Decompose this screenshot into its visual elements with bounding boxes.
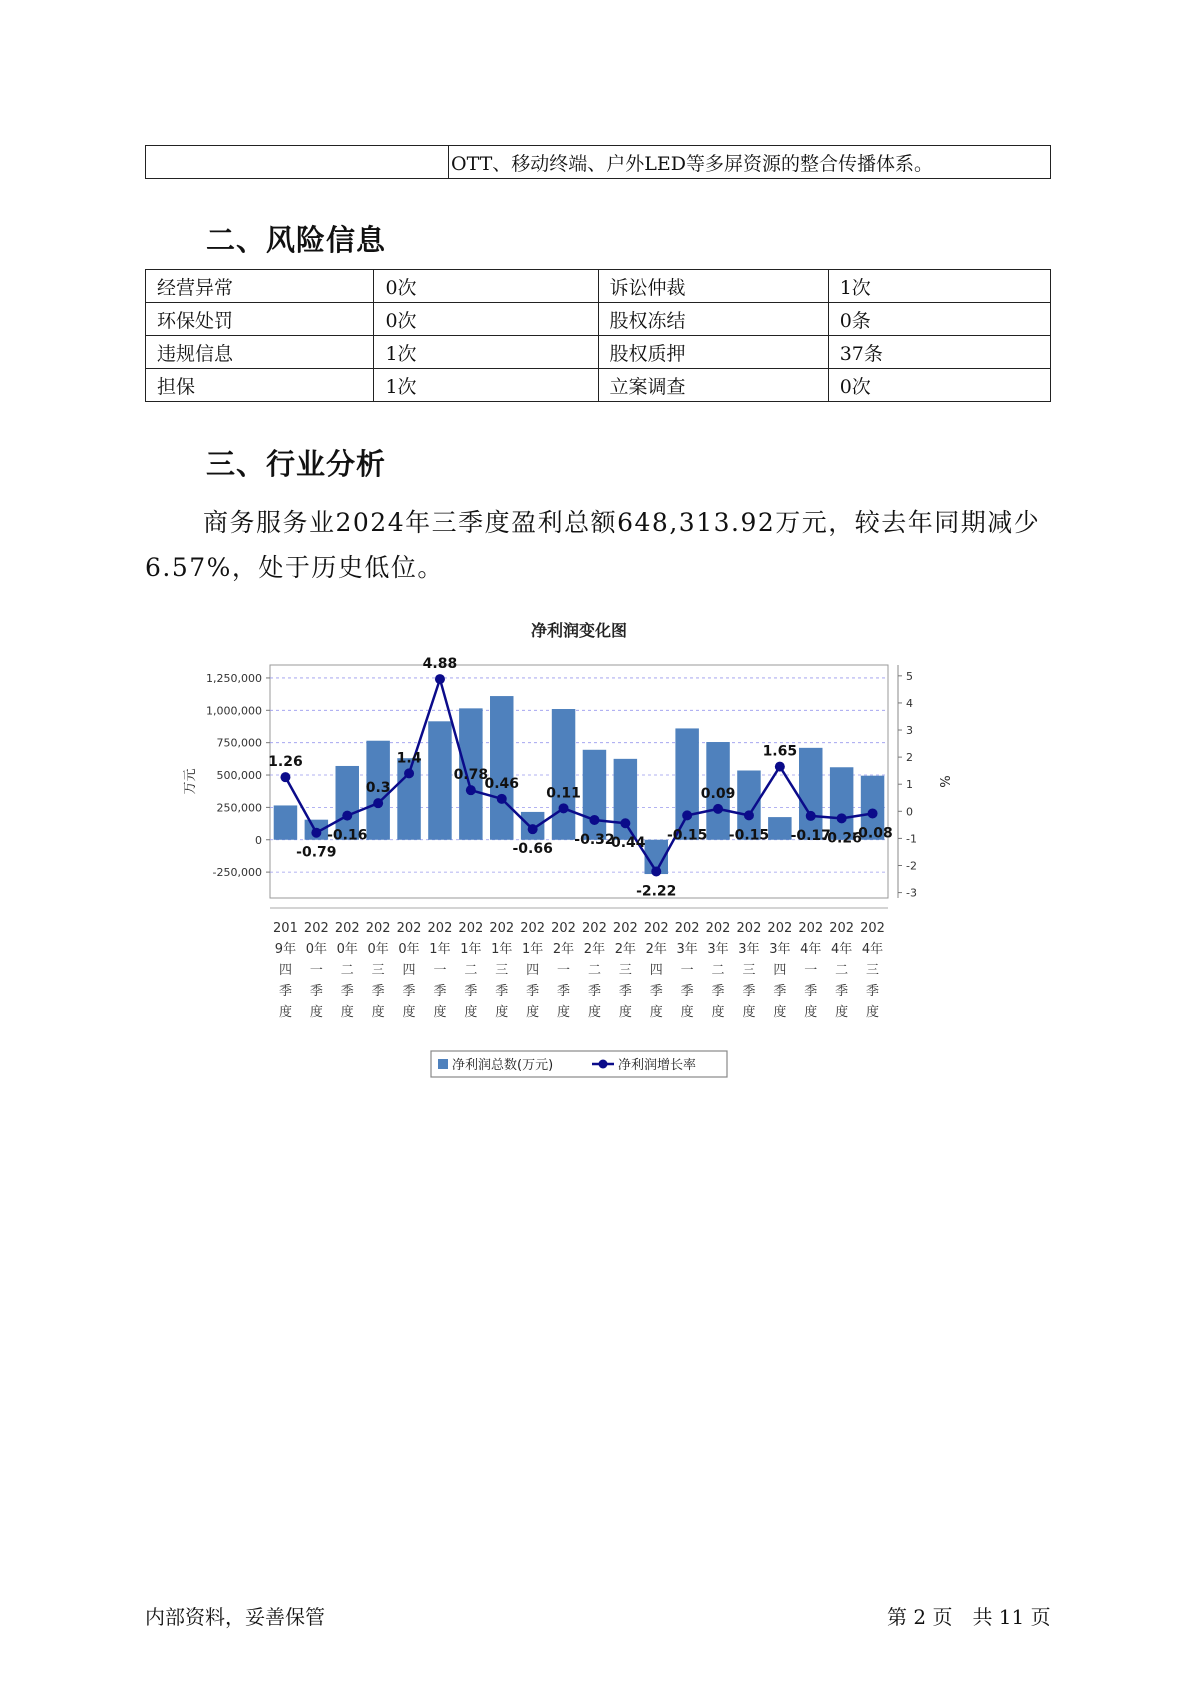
net-profit-chart: [180, 615, 960, 1073]
risk-item-name: 股权冻结: [598, 303, 828, 336]
growth-rate-data-label: -0.08: [852, 825, 893, 842]
industry-paragraph-line1: 商务服务业2024年三季度盈利总额648,313.92万元，较去年同期减少: [203, 508, 1041, 537]
x-tick-label: 度: [618, 1005, 632, 1020]
x-tick-label: 202: [334, 921, 360, 936]
x-tick-label: 三: [371, 963, 385, 978]
growth-rate-data-label: -0.15: [728, 827, 770, 844]
y2-tick-label: -2: [906, 859, 917, 873]
x-tick-label: 二: [587, 963, 601, 978]
risk-item-name: 股权质押: [598, 336, 828, 369]
x-tick-label: 季: [618, 984, 632, 999]
y2-axis-title: %: [936, 775, 951, 788]
x-tick-label: 四: [649, 963, 663, 978]
x-tick-label: 季: [742, 984, 756, 999]
x-tick-label: 季: [433, 984, 447, 999]
x-tick-label: 二: [340, 963, 354, 978]
x-tick-label: 3年: [676, 942, 698, 957]
x-tick-label: 202: [829, 921, 855, 936]
x-tick-label: 一: [680, 963, 694, 978]
x-tick-label: 季: [680, 984, 694, 999]
x-tick-label: 度: [309, 1005, 323, 1020]
x-tick-label: 一: [433, 963, 447, 978]
x-tick-label: 202: [427, 921, 453, 936]
y2-tick-label: 5: [906, 669, 913, 683]
risk-item-value: 0次: [828, 369, 1050, 402]
y2-tick-label: 4: [906, 696, 913, 710]
growth-rate-point: [559, 803, 569, 813]
x-tick-label: 季: [340, 984, 354, 999]
x-tick-label: 0年: [336, 942, 358, 957]
growth-rate-data-label: -0.15: [666, 827, 708, 844]
x-tick-label: 度: [464, 1005, 478, 1020]
x-tick-label: 2年: [583, 942, 606, 957]
x-tick-label: 0年: [305, 942, 327, 957]
x-tick-label: 202: [489, 921, 515, 936]
bar: [830, 767, 853, 839]
x-tick-label: 三: [618, 963, 632, 978]
x-tick-label: 一: [309, 963, 323, 978]
x-tick-label: 度: [495, 1005, 509, 1020]
legend-label-line: 净利润增长率: [618, 1058, 697, 1073]
y-tick-label: 0: [255, 833, 262, 847]
growth-rate-data-label: -0.26: [821, 830, 862, 847]
industry-analysis-heading: 三、行业分析: [206, 447, 387, 481]
risk-item-name: 环保处罚: [146, 303, 374, 336]
legend-label-bar: 净利润总数(万元): [452, 1058, 554, 1073]
growth-rate-data-label: -0.17: [790, 827, 831, 844]
x-tick-label: 202: [365, 921, 391, 936]
x-tick-label: 202: [551, 921, 576, 936]
x-tick-label: 4年: [861, 942, 884, 957]
x-tick-label: 季: [804, 984, 818, 999]
x-tick-label: 度: [711, 1005, 725, 1020]
x-tick-label: 202: [767, 921, 793, 936]
x-tick-label: 季: [557, 984, 571, 999]
growth-rate-point: [806, 811, 816, 821]
y-tick-label: 250,000: [216, 801, 262, 815]
growth-rate-point: [837, 813, 847, 823]
risk-item-name: 立案调查: [598, 369, 828, 402]
risk-table-row: [146, 369, 1051, 402]
x-tick-label: 1年: [522, 942, 544, 957]
risk-item-value: 0条: [828, 303, 1050, 336]
growth-rate-point: [311, 828, 321, 838]
growth-rate-point: [651, 866, 661, 876]
industry-paragraph-line2: 6.57%，处于历史低位。: [145, 553, 444, 582]
x-tick-label: 度: [680, 1005, 694, 1020]
x-tick-label: 二: [711, 963, 725, 978]
x-tick-label: 2年: [645, 942, 667, 957]
x-tick-label: 度: [804, 1005, 818, 1020]
growth-rate-data-label: 1.26: [268, 754, 303, 771]
x-tick-label: 202: [674, 921, 700, 936]
risk-item-value: 1次: [374, 369, 598, 402]
y2-tick-label: 1: [906, 778, 913, 792]
bar: [799, 748, 822, 840]
growth-rate-point: [620, 818, 630, 828]
x-tick-label: 度: [278, 1005, 292, 1020]
bar: [274, 805, 297, 839]
growth-rate-point: [280, 772, 290, 782]
bar: [490, 696, 513, 840]
x-tick-label: 1年: [491, 942, 513, 957]
x-tick-label: 季: [835, 984, 849, 999]
footer-page-number: 第 2 页 共 11 页: [887, 1605, 1051, 1629]
x-tick-label: 4年: [800, 942, 822, 957]
growth-rate-data-label: -2.22: [636, 883, 677, 900]
x-tick-label: 季: [309, 984, 323, 999]
growth-rate-point: [404, 768, 414, 778]
x-tick-label: 度: [402, 1005, 416, 1020]
growth-rate-data-label: 4.88: [422, 656, 458, 673]
x-tick-label: 度: [835, 1005, 849, 1020]
risk-item-value: 1次: [374, 336, 598, 369]
x-tick-label: 202: [520, 921, 546, 936]
growth-rate-data-label: -0.44: [605, 835, 646, 852]
x-tick-label: 3年: [769, 942, 791, 957]
risk-table-row: [146, 270, 1051, 303]
growth-rate-data-label: -0.32: [574, 831, 615, 848]
risk-item-name: 担保: [146, 369, 374, 402]
risk-info-heading: 二、风险信息: [206, 223, 387, 257]
risk-table-row: [146, 303, 1051, 336]
x-tick-label: 三: [495, 963, 509, 978]
x-tick-label: 季: [526, 984, 540, 999]
chart-title: 净利润变化图: [530, 621, 628, 640]
growth-rate-point: [342, 811, 352, 821]
risk-item-name: 违规信息: [146, 336, 374, 369]
x-tick-label: 一: [557, 963, 571, 978]
x-tick-label: 度: [742, 1005, 756, 1020]
y2-tick-label: -3: [906, 886, 917, 900]
growth-rate-point: [682, 810, 692, 820]
risk-table-row: [146, 336, 1051, 369]
x-tick-label: 度: [587, 1005, 601, 1020]
bar: [768, 817, 791, 840]
x-tick-label: 四: [526, 963, 540, 978]
risk-item-value: 37条: [828, 336, 1050, 369]
y2-tick-label: 0: [906, 805, 913, 819]
growth-rate-point: [435, 674, 445, 684]
x-tick-label: 202: [458, 921, 484, 936]
y2-tick-label: 3: [906, 724, 913, 738]
x-tick-label: 202: [860, 921, 885, 936]
x-tick-label: 0年: [398, 942, 420, 957]
x-tick-label: 202: [798, 921, 824, 936]
business-scope-text-cell: OTT、移动终端、户外LED等多屏资源的整合传播体系。: [449, 146, 1051, 179]
x-tick-label: 202: [705, 921, 731, 936]
x-tick-label: 四: [402, 963, 416, 978]
x-tick-label: 202: [396, 921, 422, 936]
bar: [675, 728, 698, 839]
growth-rate-data-label: 0.3: [365, 780, 391, 797]
x-tick-label: 度: [371, 1005, 385, 1020]
growth-rate-data-label: 0.46: [484, 775, 520, 792]
x-tick-label: 四: [278, 963, 292, 978]
footer-confidential: 内部资料，妥善保管: [145, 1605, 325, 1629]
y-tick-label: 1,000,000: [206, 704, 262, 718]
growth-rate-data-label: -0.66: [512, 841, 553, 858]
x-tick-label: 202: [612, 921, 638, 936]
x-tick-label: 季: [587, 984, 601, 999]
growth-rate-data-label: 1.65: [762, 743, 798, 760]
x-tick-label: 四: [773, 963, 787, 978]
legend-swatch-point: [599, 1060, 608, 1069]
x-tick-label: 2年: [614, 942, 636, 957]
x-tick-label: 季: [649, 984, 663, 999]
y-tick-label: -250,000: [212, 866, 262, 880]
x-tick-label: 三: [742, 963, 756, 978]
y2-tick-label: 2: [906, 751, 913, 765]
bar: [552, 709, 575, 840]
x-tick-label: 三: [866, 963, 880, 978]
growth-rate-point: [713, 804, 723, 814]
x-tick-label: 季: [711, 984, 725, 999]
x-tick-label: 度: [433, 1005, 447, 1020]
growth-rate-point: [528, 824, 538, 834]
x-tick-label: 3年: [707, 942, 729, 957]
x-tick-label: 3年: [738, 942, 760, 957]
business-scope-table: [145, 145, 1051, 179]
x-tick-label: 季: [773, 984, 787, 999]
y2-tick-label: -1: [906, 832, 917, 846]
x-tick-label: 季: [371, 984, 385, 999]
x-tick-label: 0年: [367, 942, 389, 957]
growth-rate-point: [775, 762, 785, 772]
risk-item-name: 经营异常: [146, 270, 374, 303]
risk-item-value: 1次: [828, 270, 1050, 303]
legend-swatch-bar: [438, 1059, 448, 1069]
growth-rate-data-label: 1.4: [396, 750, 422, 767]
bar: [428, 721, 451, 839]
x-tick-label: 4年: [831, 942, 853, 957]
x-tick-label: 度: [340, 1005, 354, 1020]
risk-item-value: 0次: [374, 303, 598, 336]
plot-area: [270, 665, 888, 898]
x-tick-label: 二: [464, 963, 478, 978]
growth-rate-point: [744, 810, 754, 820]
x-tick-label: 1年: [429, 942, 451, 957]
y-axis-title: 万元: [183, 768, 198, 795]
x-tick-label: 度: [773, 1005, 787, 1020]
x-tick-label: 季: [495, 984, 509, 999]
growth-rate-data-label: 0.11: [546, 785, 581, 802]
growth-rate-data-label: 0.09: [700, 785, 736, 802]
growth-rate-point: [466, 785, 476, 795]
y-tick-label: 1,250,000: [206, 671, 262, 685]
bar: [583, 750, 606, 840]
x-tick-label: 度: [866, 1005, 880, 1020]
x-tick-label: 度: [649, 1005, 663, 1020]
x-tick-label: 1年: [460, 942, 482, 957]
growth-rate-data-label: 0.78: [453, 767, 489, 784]
x-tick-label: 202: [303, 921, 329, 936]
x-tick-label: 度: [557, 1005, 571, 1020]
x-tick-label: 202: [643, 921, 669, 936]
growth-rate-point: [868, 808, 878, 818]
x-tick-label: 202: [736, 921, 762, 936]
x-tick-label: 一: [804, 963, 818, 978]
x-tick-label: 201: [273, 921, 298, 936]
y-tick-label: 500,000: [216, 769, 262, 783]
x-tick-label: 季: [464, 984, 478, 999]
x-tick-label: 202: [582, 921, 607, 936]
growth-rate-data-label: -0.79: [296, 844, 337, 861]
growth-rate-data-label: -0.16: [327, 827, 368, 844]
y-tick-label: 750,000: [216, 736, 262, 750]
risk-item-value: 0次: [374, 270, 598, 303]
growth-rate-point: [497, 794, 507, 804]
growth-rate-point: [373, 798, 383, 808]
risk-info-table: [145, 269, 1051, 402]
x-tick-label: 季: [278, 984, 292, 999]
x-tick-label: 2年: [552, 942, 575, 957]
x-tick-label: 二: [835, 963, 849, 978]
x-tick-label: 9年: [274, 942, 297, 957]
risk-item-name: 诉讼仲裁: [598, 270, 828, 303]
x-tick-label: 季: [866, 984, 880, 999]
business-scope-label-cell: [146, 146, 449, 179]
x-tick-label: 度: [526, 1005, 540, 1020]
growth-rate-point: [589, 815, 599, 825]
x-tick-label: 季: [402, 984, 416, 999]
